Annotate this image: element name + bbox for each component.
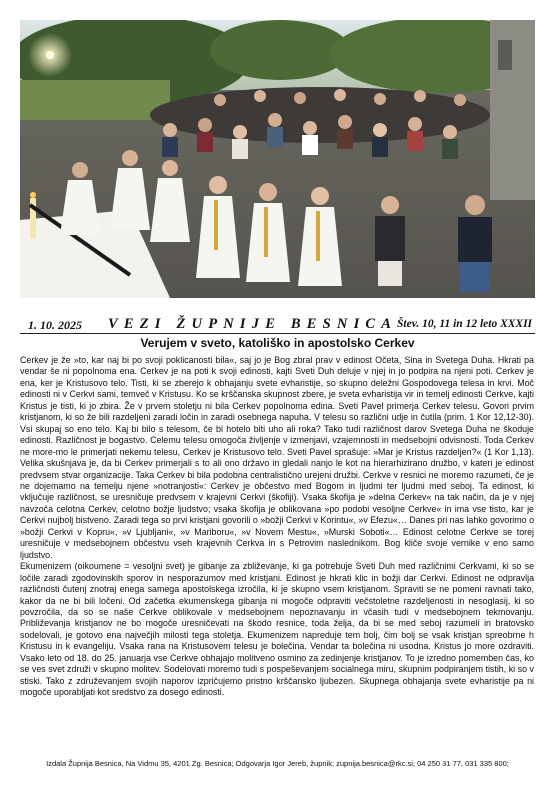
masthead <box>22 316 534 334</box>
article-body <box>20 355 534 699</box>
newsletter-title: VEZI ŽUPNIJE BESNICA <box>108 316 398 332</box>
divider <box>20 333 535 334</box>
article-paragraph: Cerkev je že »to, kar naj bi po svoji poklicanosti bila«, saj jo je Bog zbral prav v edinost Očeta, Sina in Svetega Duha. Hkrati pa vendar še ni popolnoma ena. Cerkev je na poti k svoji edinosti, kajti Sveti Duh deluje v njej in jo podpira na njeni poti. Cerkev je ena, ker je Kristusovo telo. Tisti, ki se zberejo k obhajanju svete evharistije, so skupno deležni Gospodovega telesa in krvi. Moč edinosti ni v Cerkvi sami, temveč v Kristusu. Ko se krščanska skupnost zbere, je sveta evharistija vir in temelj edinosti Cerkve, kajti Kristus je tisti, ki jo zbira. Že v prvem stoletju ni bila Cerkev popolnoma edina. Sveti Pavel primerja Cerkev telesu. Govori prvim kristjanom, ki so že bili razdeljeni zaradi ločin in zaradi osebnega napuha. V telesu so različni udje in čutila (prim. 1 Kor 12,12-30). Vsi skupaj so eno telo. Kaj bi bilo s telesom, če bi hotelo biti uho ali roka? Tako tudi različnost darov Svetega Duha ne škoduje edinosti. Različnost je bogastvo. Celemu telesu omogoča življenje v izmenjavi, vzajemnosti in medsebojni odvisnosti. Toda Cerkev ne more-mo le primerjati nekemu telesu, Cerkev je Kristusovo telo. Sveti Pavel sprašuje: »Mar je Kristus razdeljen?« (1 Kor 1,13). Velika skušnjava je, da bi Cerkev primerjali s to ali ono državo in gledali nanjo le kot na hierarhizirano družbo, v kateri je edinost predvsem stvar organizacije. Taka Cerkev bi bila podobna centralistično urejeni družbi. Cerkve v resnici ne moremo razumeti, če je ne dojemamo na temelju njene »notranjosti«: Cerkev je občestvo med Bogom in ljudmi ter ljudmi med seboj. Ta edinost, ki vključuje različnost, se uresničuje predvsem v krajevni Cerkvi (škofiji). Vsaka škofija je »delna Cerkev« na tak način, da je v njej navzoča celotna Cerkev, celotno božje ljudstvo; vsaka škofija je oblikovana »po podobi vesoljne Cerkve« in ima vse tisto, kar je Cerkvi nujbolj bistveno. Zaradi tega so prvi kristjani govorili o »božji Cerkvi v Korintu«, »v Efezu«… Danes pri nas lahko govorimo o »božji Cerkvi v Kopru«, »v Ljubljani«, »v Mariboru«, »v Novem Mestu«, »Murski Soboti«… Edinost celotne Cerkve se torej uresničuje v medsebojnem občestvu vseh krajevnih Cerkva in s Petrovim naslednikom. Bog kliče svoje vernike v eno samo ljudstvo. <box>20 355 535 560</box>
issue-date: 1. 10. 2025 <box>28 318 82 332</box>
publisher-footer: Izdala Župnija Besnica, Na Vidmu 35, 4201 Zg. Besnica; Odgovarja Igor Jereb, župnik; zupnija.besnica@rkc.si; 04 250 31 77, 031 335 800; <box>46 759 509 768</box>
article-headline: Verujem v sveto, katoliško in apostolsko Cerkev <box>140 336 415 350</box>
outdoor-mass-photo <box>20 20 535 298</box>
issue-number: Štev. 10, 11 in 12 leto XXXII <box>397 318 533 330</box>
article-paragraph: Ekumenizem (oikoumene = vesoljni svet) je gibanje za zbliževanje, ki ga potrebuje Sveti Duh med različnimi Cerkvami, ki so se ločile zaradi zgodovinskih sporov in nesporazumov med kristjani. Edinost je hkrati klic in božji dar Cerkvi. Edinost ne odpravlja različnosti čutenj znotraj enega samega apostolskega izročila, ki je skupno vsem kristjanom. Spraviti se ne pomeni ravnati tako, kakor da ne bi bili ločeni. Od začetka ekumenskega gibanja ni mogoče odpraviti večstoletne razdeljenosti in nesoglasij, ki so povzročila, da so se naše Cerkve oblikovale v medsebojnem nepoznavanju in včasih tudi v medsebojnem tekmovanju. Približevanja kristjanov ne bo mogoče uresničevati na škodo resnice, toda želja, da bi se med seboj razumeli in bratovsko sodelovali, je gotovo ena največjih milosti tega stoletja. Ekumenizem napreduje tem bolj, čim bolj se vsak kristjan spreobrne h Kristusu in k evangeliju. Vsaka rana na Kristusovem telesu je bolečina. Vendar ta bolečina ni usodna. Kristus jo more ozdraviti. Vsako leto od 18. do 25. januarja vse Cerkve obhajajo molitveno osmino za zedinjenje kristjanov. To je izredno pomemben čas, ko se ves svet združi v skupno molitev. Sodelovati moremo tudi s pospeševanjem socialnega miru, skupnim podpiranjem tistih, ki so v stiski. Tako z združevanjem svojih naporov izpričujemo pristno krščansko ljubezen. Skupnega obhajanja svete evharistije pa ni mogoče uporabljati kot sredstvo za dosego edinosti. <box>20 561 534 698</box>
